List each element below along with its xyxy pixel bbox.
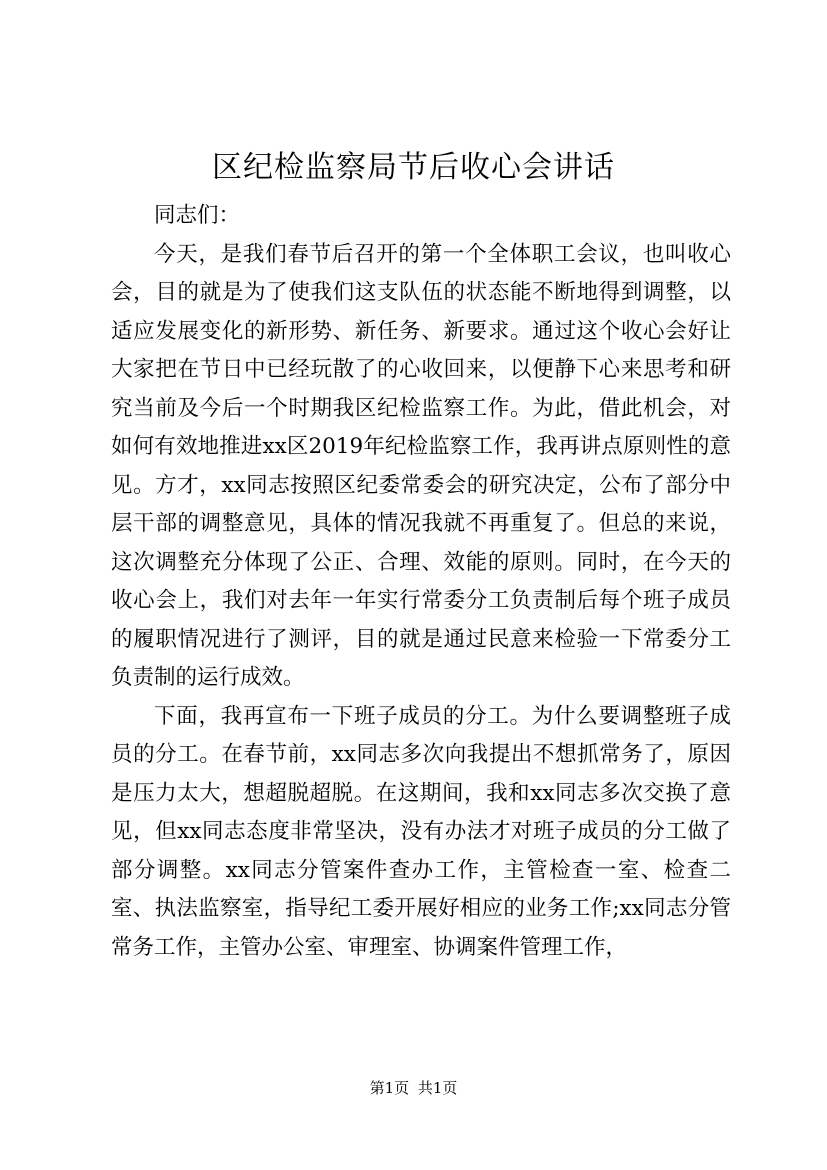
document-body (111, 197, 731, 967)
salutation: 同志们： (154, 203, 241, 228)
page-footer: 第1页 共1页 (369, 1079, 458, 1097)
document-title: 区纪检监察局节后收心会讲话 (212, 150, 615, 185)
paragraph-1: 今天，是我们春节后召开的第一个全体职工会议，也叫收心会，目的就是为了使我们这支队伍的状态能不断地得到调整，以适应发展变化的新形势、新任务、新要求。通过这个收心会好让大家把在节日中已经玩散了的心收回来，以便静下心来思考和研究当前及今后一个时期我区纪检监察工作。为此，借此机会，对如何有效地推进xx区2019年纪检监察工作，我再讲点原则性的意见。方才，xx同志按照区纪委常委会的研究决定，公布了部分中层干部的调整意见，具体的情况我就不再重复了。但总的来说，这次调整充分体现了公正、合理、效能的原则。同时，在今天的收心会上，我们对去年一年实行常委分工负责制后每个班子成员的履职情况进行了测评，目的就是通过民意来检验一下常委分工负责制的运行成效。 (111, 241, 731, 690)
paragraph-2: 下面，我再宣布一下班子成员的分工。为什么要调整班子成员的分工。在春节前，xx同志多次向我提出不想抓常务了，原因是压力太大，想超脱超脱。在这期间，我和xx同志多次交换了意见，但xx同志态度非常坚决，没有办法才对班子成员的分工做了部分调整。xx同志分管案件查办工作，主管检查一室、检查二室、执法监察室，指导纪工委开展好相应的业务工作;xx同志分管常务工作，主管办公室、审理室、协调案件管理工作， (111, 703, 731, 960)
